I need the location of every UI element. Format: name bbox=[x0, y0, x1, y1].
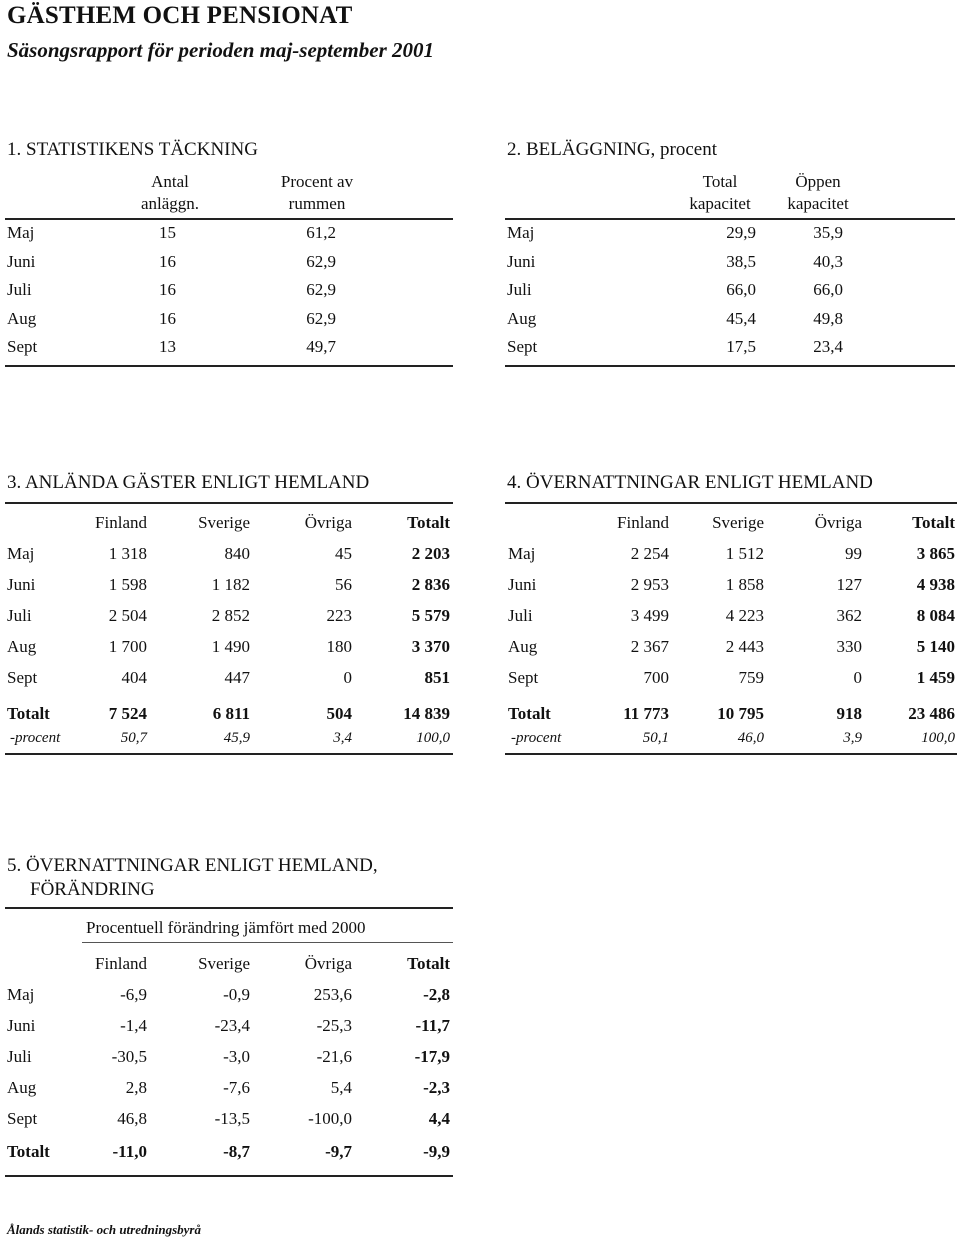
cell-value: 851 bbox=[424, 668, 450, 687]
cell-value: -23,4 bbox=[214, 1016, 250, 1035]
section-4-heading: 4. ÖVERNATTNINGAR ENLIGT HEMLAND bbox=[507, 472, 873, 493]
cell-value: 56 bbox=[335, 575, 352, 594]
cell-value: -0,9 bbox=[223, 985, 250, 1004]
percent-value: 100,0 bbox=[921, 730, 955, 746]
total-value: 11 773 bbox=[623, 704, 669, 723]
cell-value: 45,4 bbox=[726, 308, 756, 328]
cell-value: 5 140 bbox=[916, 637, 955, 656]
row-label: Maj bbox=[7, 544, 35, 563]
s1-header-rule bbox=[5, 218, 453, 220]
row-label: Aug bbox=[7, 637, 37, 656]
cell-value: 3 865 bbox=[916, 544, 955, 563]
cell-value: 3 370 bbox=[411, 637, 450, 656]
cell-value: 23,4 bbox=[813, 337, 843, 356]
cell-value: -30,5 bbox=[111, 1047, 147, 1066]
cell-value: 49,8 bbox=[813, 308, 843, 328]
section-2-heading: 2. BELÄGGNING, procent bbox=[507, 139, 718, 160]
cell-value: 1 598 bbox=[108, 575, 147, 594]
cell-value: 1 858 bbox=[725, 575, 764, 594]
section-3-heading: 3. ANLÄNDA GÄSTER ENLIGT HEMLAND bbox=[7, 472, 370, 493]
cell-value: 16 bbox=[159, 280, 176, 299]
row-label: Maj bbox=[508, 544, 536, 563]
cell-value: 4 223 bbox=[725, 606, 764, 625]
cell-value: 2 443 bbox=[725, 637, 764, 656]
cell-value: -25,3 bbox=[316, 1016, 352, 1035]
cell-value: -2,8 bbox=[423, 985, 450, 1004]
row-label: Aug bbox=[7, 1078, 37, 1097]
row-label: Juli bbox=[7, 1047, 32, 1066]
total-value: 7 524 bbox=[108, 704, 147, 723]
s2-header-rule bbox=[505, 218, 955, 220]
column-header: Övriga bbox=[814, 513, 862, 532]
cell-value: 2 203 bbox=[411, 544, 450, 563]
cell-value: 66,0 bbox=[813, 280, 843, 299]
total-value: 10 795 bbox=[717, 704, 764, 723]
row-label: Juli bbox=[507, 280, 532, 299]
cell-value: 15 bbox=[159, 223, 176, 242]
percent-value: 3,4 bbox=[333, 730, 352, 746]
cell-value: 16 bbox=[159, 308, 176, 328]
total-value: 918 bbox=[836, 704, 862, 723]
s5-top-rule bbox=[5, 907, 453, 909]
cell-value: 1 512 bbox=[725, 544, 764, 563]
cell-value: -2,3 bbox=[423, 1078, 450, 1097]
percent-value: 45,9 bbox=[223, 730, 250, 746]
total-value: -9,9 bbox=[423, 1142, 450, 1161]
column-header: Övriga bbox=[304, 513, 352, 532]
s1-col2-header-b: rummen bbox=[288, 194, 346, 213]
total-value: 6 811 bbox=[212, 704, 250, 723]
s2-bottom-rule bbox=[505, 365, 955, 367]
s1-col1-header-a: Antal bbox=[151, 172, 189, 191]
cell-value: 2 953 bbox=[630, 575, 669, 594]
total-value: 504 bbox=[326, 704, 352, 723]
cell-value: 1 459 bbox=[916, 668, 955, 687]
cell-value: 16 bbox=[159, 251, 176, 271]
cell-value: 4,4 bbox=[428, 1109, 450, 1128]
s2-col2-header-a: Öppen bbox=[795, 172, 841, 191]
column-header: Finland bbox=[95, 954, 147, 973]
s5-caption: Procentuell förändring jämfört med 2000 bbox=[86, 918, 366, 937]
row-label: Aug bbox=[7, 308, 37, 328]
cell-value: 3 499 bbox=[630, 606, 669, 625]
cell-value: 330 bbox=[836, 637, 862, 656]
s2-col1-header-a: Total bbox=[702, 172, 738, 191]
row-label: Juni bbox=[7, 575, 36, 594]
cell-value: -17,9 bbox=[414, 1047, 450, 1066]
cell-value: 127 bbox=[836, 575, 862, 594]
row-label: Juli bbox=[7, 280, 32, 299]
page-subtitle: Säsongsrapport för perioden maj-september 2001 bbox=[7, 38, 435, 62]
s4-top-rule bbox=[505, 502, 957, 504]
s1-col2-header-a: Procent av bbox=[280, 172, 354, 191]
s3-bottom-rule bbox=[5, 753, 453, 755]
cell-value: 223 bbox=[326, 606, 352, 625]
cell-value: 49,7 bbox=[306, 337, 336, 356]
cell-value: 362 bbox=[836, 606, 862, 625]
row-label: Sept bbox=[7, 1109, 38, 1128]
cell-value: 99 bbox=[845, 544, 862, 563]
cell-value: 35,9 bbox=[813, 223, 843, 242]
row-label: Sept bbox=[7, 337, 38, 356]
row-label: Sept bbox=[508, 668, 539, 687]
cell-value: -13,5 bbox=[214, 1109, 250, 1128]
cell-value: 2 504 bbox=[108, 606, 147, 625]
s1-bottom-rule bbox=[5, 365, 453, 367]
row-label: Maj bbox=[7, 985, 35, 1004]
cell-value: 1 700 bbox=[108, 637, 147, 656]
cell-value: -11,7 bbox=[415, 1016, 450, 1035]
percent-value: 46,0 bbox=[737, 730, 764, 746]
row-label: Sept bbox=[7, 668, 38, 687]
column-header: Totalt bbox=[407, 513, 450, 532]
cell-value: 447 bbox=[224, 668, 250, 687]
cell-value: -7,6 bbox=[223, 1078, 250, 1097]
cell-value: 61,2 bbox=[306, 223, 336, 242]
cell-value: 45 bbox=[335, 544, 352, 563]
column-header: Sverige bbox=[712, 513, 764, 532]
cell-value: 700 bbox=[643, 668, 669, 687]
cell-value: 404 bbox=[121, 668, 147, 687]
column-header: Övriga bbox=[304, 954, 352, 973]
s3-top-rule bbox=[5, 502, 453, 504]
section-5-heading-line1: 5. ÖVERNATTNINGAR ENLIGT HEMLAND, bbox=[7, 855, 378, 876]
cell-value: 2,8 bbox=[125, 1078, 147, 1097]
cell-value: 62,9 bbox=[306, 280, 336, 299]
row-label: Sept bbox=[507, 337, 538, 356]
total-label: Totalt bbox=[7, 1142, 50, 1161]
percent-label: -procent bbox=[511, 730, 562, 746]
cell-value: 46,8 bbox=[117, 1109, 147, 1128]
cell-value: -100,0 bbox=[308, 1109, 352, 1128]
cell-value: 2 367 bbox=[630, 637, 669, 656]
cell-value: 38,5 bbox=[726, 251, 756, 271]
s5-caption-rule bbox=[82, 942, 453, 943]
section-5-heading-line2: FÖRÄNDRING bbox=[30, 879, 155, 900]
cell-value: 4 938 bbox=[916, 575, 955, 594]
total-label: Totalt bbox=[7, 704, 50, 723]
cell-value: 2 836 bbox=[411, 575, 450, 594]
row-label: Juni bbox=[7, 251, 36, 271]
cell-value: 0 bbox=[343, 668, 352, 687]
total-value: -9,7 bbox=[325, 1142, 352, 1161]
row-label: Aug bbox=[507, 308, 537, 328]
cell-value: 8 084 bbox=[916, 606, 955, 625]
percent-value: 50,1 bbox=[642, 730, 669, 746]
cell-value: 2 254 bbox=[630, 544, 669, 563]
total-label: Totalt bbox=[508, 704, 551, 723]
footer-source: Ålands statistik- och utredningsbyrå bbox=[7, 1222, 201, 1237]
cell-value: -6,9 bbox=[120, 985, 147, 1004]
cell-value: 0 bbox=[853, 668, 862, 687]
row-label: Maj bbox=[507, 223, 535, 242]
row-label: Juli bbox=[508, 606, 533, 625]
cell-value: 62,9 bbox=[306, 308, 336, 328]
cell-value: 66,0 bbox=[726, 280, 756, 299]
row-label: Juni bbox=[507, 251, 536, 271]
column-header: Sverige bbox=[198, 954, 250, 973]
cell-value: 13 bbox=[159, 337, 176, 356]
cell-value: 5 579 bbox=[411, 606, 450, 625]
cell-value: 62,9 bbox=[306, 251, 336, 271]
page-title: GÄSTHEM OCH PENSIONAT bbox=[7, 2, 353, 29]
cell-value: -21,6 bbox=[316, 1047, 352, 1066]
cell-value: 759 bbox=[738, 668, 764, 687]
cell-value: -3,0 bbox=[223, 1047, 250, 1066]
cell-value: 40,3 bbox=[813, 251, 843, 271]
section-1-heading: 1. STATISTIKENS TÄCKNING bbox=[7, 139, 258, 160]
column-header: Totalt bbox=[912, 513, 955, 532]
cell-value: 180 bbox=[326, 637, 352, 656]
cell-value: -1,4 bbox=[120, 1016, 147, 1035]
total-value: -8,7 bbox=[223, 1142, 250, 1161]
row-label: Juni bbox=[508, 575, 537, 594]
percent-label: -procent bbox=[10, 730, 61, 746]
cell-value: 840 bbox=[224, 544, 250, 563]
row-label: Juni bbox=[7, 1016, 36, 1035]
row-label: Maj bbox=[7, 223, 35, 242]
cell-value: 2 852 bbox=[211, 606, 250, 625]
total-value: 23 486 bbox=[908, 704, 955, 723]
row-label: Juli bbox=[7, 606, 32, 625]
s2-col1-header-b: kapacitet bbox=[689, 194, 751, 213]
cell-value: 1 182 bbox=[211, 575, 250, 594]
cell-value: 5,4 bbox=[330, 1078, 352, 1097]
percent-value: 50,7 bbox=[120, 730, 147, 746]
cell-value: 1 490 bbox=[211, 637, 250, 656]
row-label: Aug bbox=[508, 637, 538, 656]
s1-col1-header-b: anläggn. bbox=[140, 194, 200, 213]
s2-col2-header-b: kapacitet bbox=[787, 194, 849, 213]
cell-value: 29,9 bbox=[726, 223, 756, 242]
column-header: Sverige bbox=[198, 513, 250, 532]
cell-value: 1 318 bbox=[108, 544, 147, 563]
total-value: -11,0 bbox=[112, 1142, 147, 1161]
cell-value: 253,6 bbox=[313, 985, 352, 1004]
percent-value: 3,9 bbox=[843, 730, 862, 746]
column-header: Finland bbox=[95, 513, 147, 532]
s5-bottom-rule bbox=[5, 1175, 453, 1177]
percent-value: 100,0 bbox=[416, 730, 450, 746]
cell-value: 17,5 bbox=[726, 337, 756, 356]
total-value: 14 839 bbox=[403, 704, 450, 723]
column-header: Finland bbox=[617, 513, 669, 532]
s4-bottom-rule bbox=[505, 753, 957, 755]
column-header: Totalt bbox=[407, 954, 450, 973]
